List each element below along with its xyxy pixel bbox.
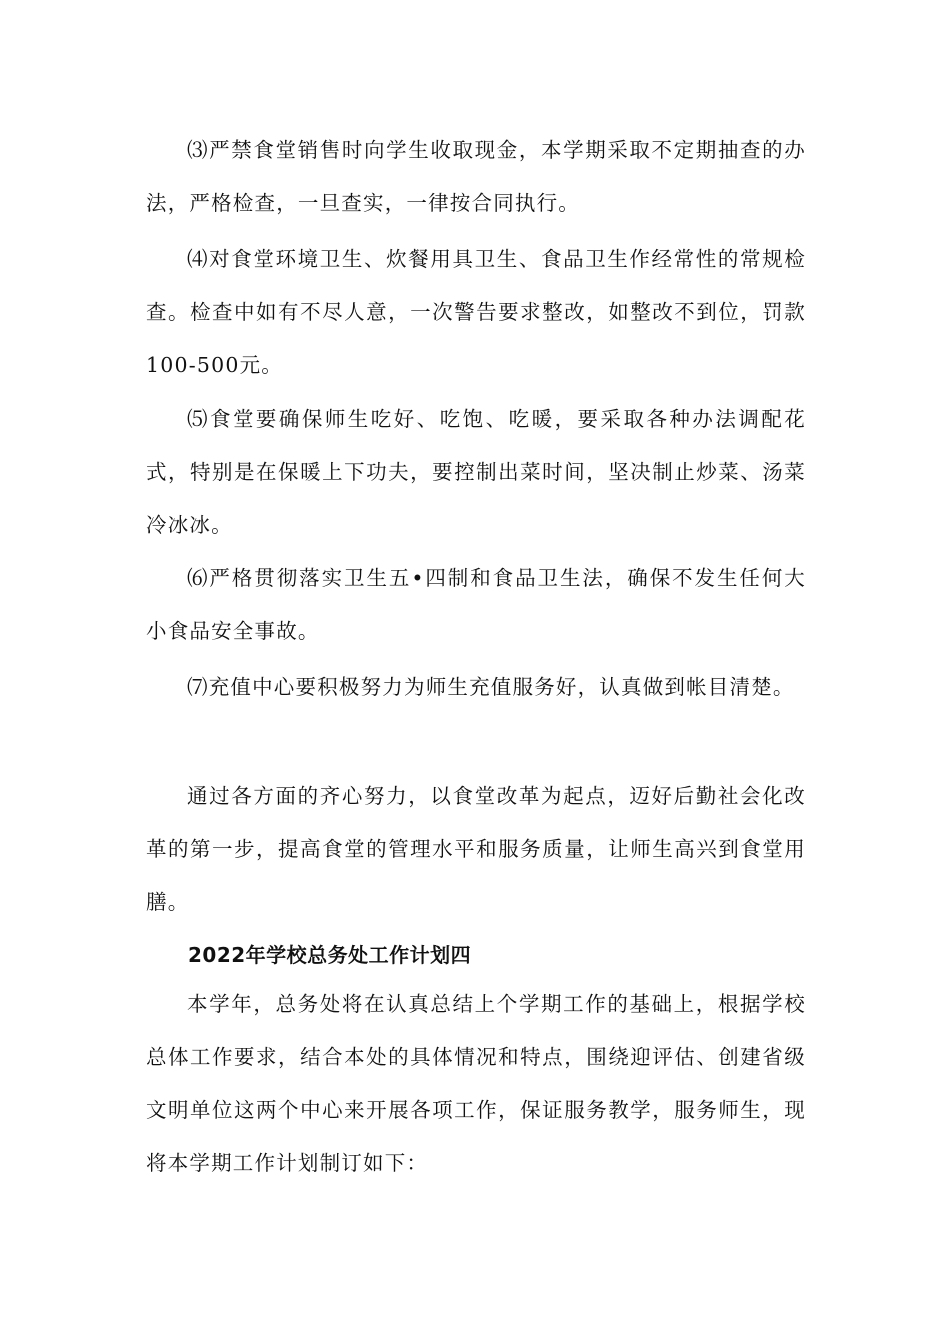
paragraph-item-4: ⑷对食堂环境卫生、炊餐用具卫生、食品卫生作经常性的常规检查。检查中如有不尽人意，一次警告要求整改，如整改不到位，罚款100-500元。 (146, 247, 806, 377)
paragraph-summary: 通过各方面的齐心努力，以食堂改革为起点，迈好后勤社会化改革的第一步，提高食堂的管理水平和服务质量，让师生高兴到食堂用膳。 (146, 784, 806, 914)
section-heading: 2022年学校总务处工作计划四 (188, 943, 472, 967)
paragraph-item-5: ⑸食堂要确保师生吃好、吃饱、吃暖，要采取各种办法调配花式，特别是在保暖上下功夫，要控制出菜时间，坚决制止炒菜、汤菜冷冰冰。 (146, 407, 806, 537)
paragraph-item-3: ⑶严禁食堂销售时向学生收取现金，本学期采取不定期抽查的办法，严格检查，一旦查实，一律按合同执行。 (146, 138, 806, 215)
paragraph-item-6: ⑹严格贯彻落实卫生五•四制和食品卫生法，确保不发生任何大小食品安全事故。 (146, 566, 806, 643)
paragraph-item-7: ⑺充值中心要积极努力为师生充值服务好，认真做到帐目清楚。 (187, 675, 795, 699)
paragraph-intro: 本学年，总务处将在认真总结上个学期工作的基础上，根据学校总体工作要求，结合本处的具体情况和特点，围绕迎评估、创建省级文明单位这两个中心来开展各项工作，保证服务教学，服务师生，现将本学期工作计划制订如下： (146, 992, 806, 1175)
